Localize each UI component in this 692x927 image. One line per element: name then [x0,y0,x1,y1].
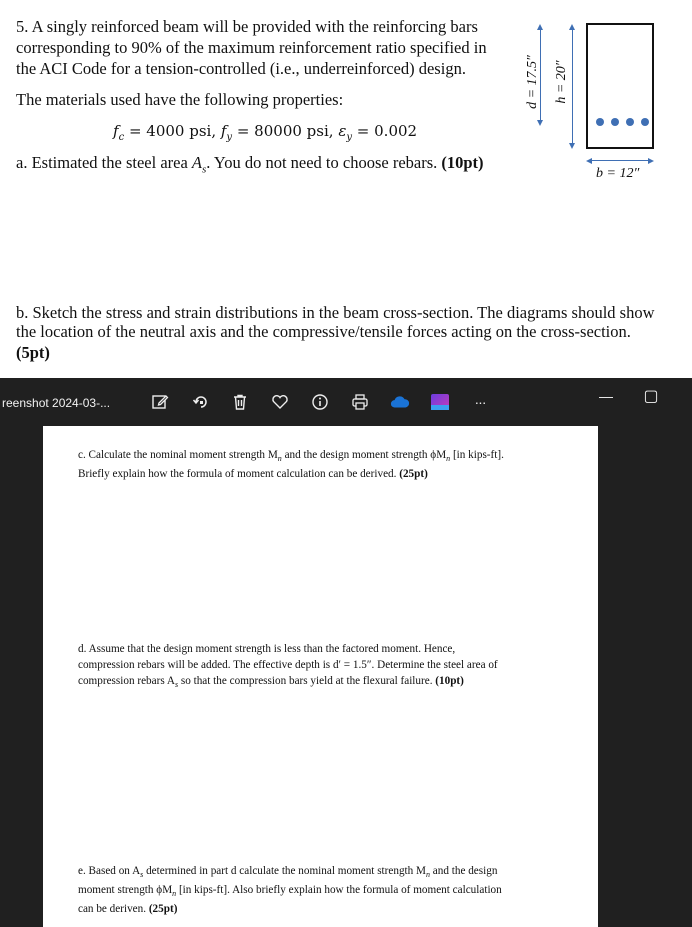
part-a-tail: . You do not need to choose rebars. [206,153,442,172]
part-e-question [78,864,568,918]
fc-subscript: c [118,132,125,143]
fy-subscript: y [226,132,233,143]
part-a-var: A [191,153,203,172]
problem-intro-line-3: the ACI Code for a tension-controlled (i.e., underreinforced) design. [16,59,466,78]
problem-intro-line-2: corresponding to 90% of the maximum reinforcement ratio specified in [16,38,487,57]
rebar-dot [596,118,604,126]
heart-icon[interactable] [270,392,290,412]
beam-cross-section-figure [500,14,690,189]
h-arrow-bottom [569,143,575,149]
part-d-line-3a: compression rebars A [78,674,175,687]
ey-symbol: ε [338,122,347,140]
info-icon[interactable] [310,392,330,412]
part-a-sub: s [202,163,207,176]
b-dimension-line [592,160,648,161]
d-label: d = 17.5″ [525,55,540,109]
maximize-button[interactable]: ▢ [643,388,659,405]
part-e-sub-3: n [172,889,177,899]
fy-value: = 80000 psi, [232,122,339,140]
h-dimension-line [572,29,573,144]
d-arrow-bottom [537,120,543,126]
part-c-line-1: c. Calculate the nominal moment strength M [78,449,278,461]
part-e-line-1a: e. Based on A [78,865,141,877]
ey-subscript: y [346,132,353,143]
part-c-line-2: Briefly explain how the formula of moment calculation can be derived. [78,468,400,481]
document-page-embedded [43,426,598,927]
more-icon[interactable]: ··· [474,394,486,410]
part-c-sub-1: n [277,454,282,464]
b-label: b = 12″ [596,166,640,181]
part-c-points: (25pt) [399,468,428,481]
viewer-toolbar [0,378,692,426]
fc-symbol: f [113,122,119,140]
clipchamp-icon[interactable] [430,392,450,412]
photo-viewer-window [0,378,692,927]
part-a-question [16,153,484,179]
rebar-dot [626,118,634,126]
part-b-line-1: b. Sketch the stress and strain distributions in the beam cross-section. The diagrams should show [16,303,655,322]
part-e-line-2a: moment strength ϕM [78,884,173,897]
part-c-question [78,448,568,483]
part-e-line-2b: [in kips-ft]. Also briefly explain how the formula of moment calculation [176,884,502,897]
edit-icon[interactable] [150,392,170,412]
part-b-line-2: the location of the neutral axis and the compressive/tensile forces acting on the cross-section. [16,322,631,341]
materials-line: The materials used have the following properties: [16,90,344,109]
part-e-sub-2: n [426,870,430,880]
part-e-line-3: can be deriven. [78,903,149,916]
onedrive-icon[interactable] [390,392,410,412]
b-arrow-right [648,158,654,164]
part-e-sub-1: s [140,870,144,880]
part-c-sub-2: n [446,454,451,464]
rotate-icon[interactable] [191,392,211,412]
part-e-points: (25pt) [148,903,178,916]
part-c-mid: and the design moment strength ϕM [281,449,447,461]
ey-value: = 0.002 [352,122,418,140]
rebar-dot [641,118,649,126]
part-d-sub: s [174,679,179,689]
minimize-button[interactable]: — [599,388,613,404]
delete-icon[interactable] [230,392,250,412]
part-b-points [16,343,50,363]
fy-symbol: f [220,122,227,140]
part-c-tail: [in kips-ft]. [450,449,504,461]
h-label: h = 20″ [554,60,569,104]
b-arrow-left [586,158,592,164]
part-d-line-2: compression rebars will be added. The effective depth is d′ = 1.5″. Determine the steel area of [78,658,498,671]
beam-section-rectangle [586,23,654,149]
part-d-line-1: d. Assume that the design moment strength is less than the factored moment. Hence, [78,643,456,655]
print-icon[interactable] [350,392,370,412]
part-e-line-1c: and the design [430,865,498,877]
part-d-points: (10pt) [435,674,464,687]
part-d-line-3b: so that the compression bars yield at the flexural failure. [178,674,436,687]
fc-value: = 4000 psi, [124,122,221,140]
part-d-question [78,642,568,693]
document-page-top [0,0,692,378]
part-e-line-1b: determined in part d calculate the nominal moment strength M [143,865,426,877]
part-b-points-text: (5pt) [16,343,50,362]
part-a-points: (10pt) [441,153,484,172]
part-a-text: a. Estimated the steel area [16,153,192,172]
rebar-dot [611,118,619,126]
material-properties [113,121,417,148]
problem-intro-line-1: 5. A singly reinforced beam will be provided with the reinforcing bars [16,17,478,36]
file-name-tab[interactable]: reenshot 2024-03-... [2,396,111,410]
